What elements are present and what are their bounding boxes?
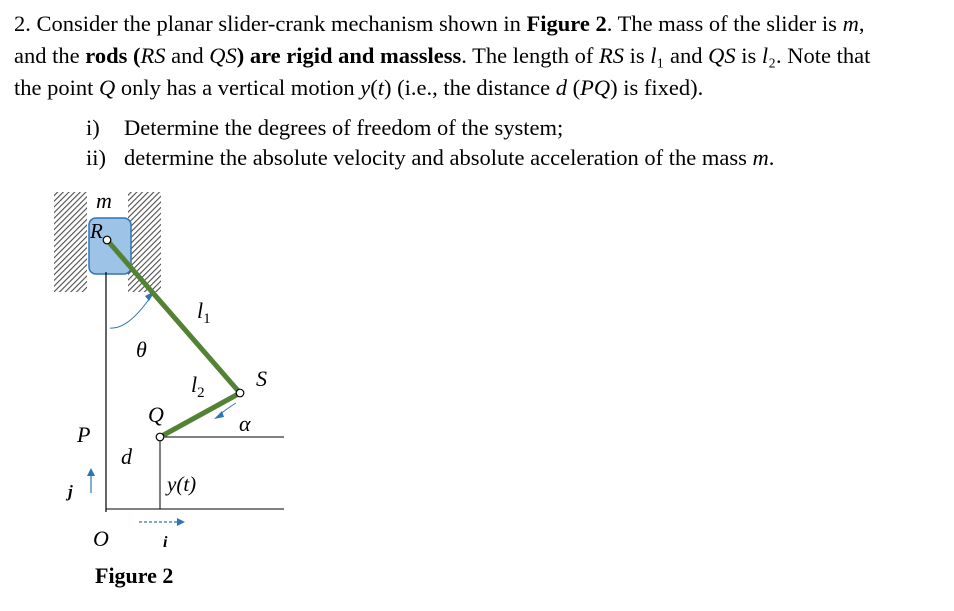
label-l2-letter: l — [191, 372, 198, 397]
task-text: Determine the degrees of freedom of the system; — [124, 115, 564, 140]
left-guide-wall — [54, 192, 87, 292]
text-run: ) are rigid and massless — [236, 43, 462, 68]
label-l2 — [191, 372, 205, 401]
text-run: t — [377, 75, 384, 100]
task-number: i) — [86, 115, 100, 140]
text-run: only has a vertical motion — [115, 75, 361, 100]
text-run: m — [842, 11, 859, 36]
text-run: the point — [14, 75, 99, 100]
text-run: RS — [598, 43, 624, 68]
label-r: R — [90, 219, 103, 243]
text-run: and the — [14, 43, 86, 68]
problem-number: 2. — [14, 11, 31, 36]
label-s: S — [256, 366, 267, 391]
label-l1 — [197, 298, 211, 327]
text-run: ) (i.e., the distance — [383, 75, 556, 100]
text-run: d — [555, 75, 568, 100]
label-p: P — [77, 422, 91, 447]
text-run: Q — [99, 75, 116, 100]
label-alpha: α — [239, 411, 251, 436]
text-run: QS — [708, 43, 736, 68]
text-run: l — [650, 43, 657, 68]
label-theta: θ — [136, 337, 147, 362]
text-run: PQ — [580, 75, 611, 100]
label-o: O — [93, 526, 109, 551]
task-period: . — [768, 145, 775, 170]
text-run: . The mass of the slider is — [606, 11, 843, 36]
joint-q — [156, 433, 164, 441]
label-l1-sub: 1 — [203, 311, 211, 327]
label-d: d — [121, 444, 132, 469]
text-run: . The length of — [461, 43, 599, 68]
text-run: QS — [209, 43, 237, 68]
text-run: Figure 2 — [526, 11, 607, 36]
label-m: m — [96, 188, 112, 213]
text-run: and — [165, 43, 210, 68]
text-run: y — [360, 75, 371, 100]
text-run: ( — [567, 75, 581, 100]
text-run: ( — [370, 75, 378, 100]
rod-rs — [107, 240, 240, 393]
task-text: determine the absolute velocity and absolute acceleration of the mass — [124, 145, 753, 170]
text-run: Consider the planar slider-crank mechanism shown in — [36, 11, 527, 36]
text-run: ) is fixed). — [610, 75, 704, 100]
text-run: rods ( — [85, 43, 141, 68]
label-j: j — [68, 482, 73, 501]
text-run: ₁ — [656, 43, 665, 68]
task-mass-symbol: m — [752, 145, 769, 170]
text-run: ₂ — [768, 43, 777, 68]
label-y-t: y(t) — [167, 472, 197, 496]
text-run: l — [761, 43, 769, 68]
joint-s — [236, 389, 244, 397]
text-run: and — [664, 43, 709, 68]
text-run: , — [858, 11, 865, 36]
text-run: is — [735, 43, 762, 68]
right-guide-wall — [128, 192, 161, 292]
label-i: i — [163, 534, 168, 551]
figure-caption: Figure 2 — [95, 563, 174, 588]
joint-r — [103, 236, 111, 244]
label-l1-letter: l — [197, 298, 204, 323]
text-run: is — [623, 43, 651, 68]
theta-arc — [110, 295, 152, 328]
task-number: ii) — [86, 145, 106, 170]
text-run: RS — [140, 43, 166, 68]
label-l2-sub: 2 — [197, 385, 205, 401]
label-q: Q — [148, 402, 164, 427]
text-run: . Note that — [776, 43, 871, 68]
